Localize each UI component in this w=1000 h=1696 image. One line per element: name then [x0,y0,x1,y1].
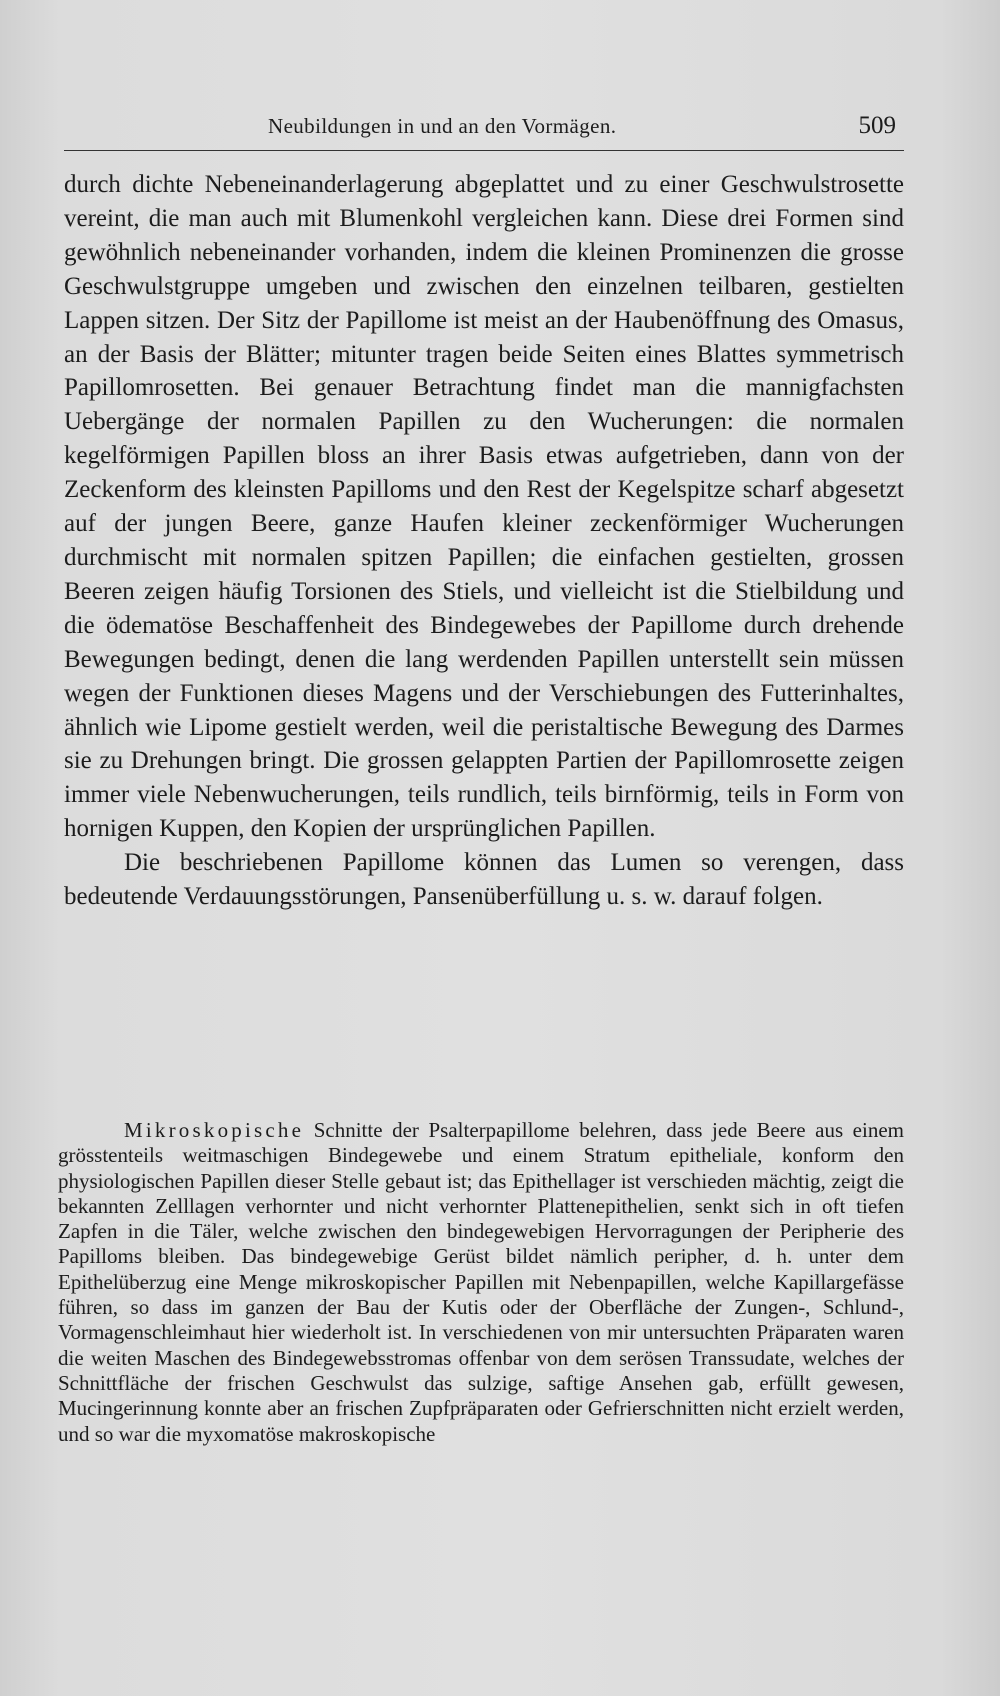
page-header [64,110,904,151]
small-print-paragraph [58,1118,904,1447]
running-title: Neubildungen in und an den Vormägen. [268,114,617,138]
main-text-block [64,168,904,914]
page-number: 509 [858,112,896,139]
body-paragraph: Die beschriebenen Papillome können das Lumen so verengen, dass bedeutende Verdauungsstörungen, Pansenüberfüllung u. s. w. darauf folgen. [64,849,904,911]
small-print-text: Schnitte der Psalterpapillome belehren, dass jede Beere aus einem grösstenteils weitmaschigen Bindegewebe und einem Stratum epitheliale, konform den physiologischen Papillen dieser Stelle gebaut ist; das Epithellager ist verschieden mächtig, zeigt die bekannten Zelllagen verhornter und nicht verhornter Plattenepithelien, senkt sich in oft tiefen Zapfen in die Täler, welche zwischen den bindegewebigen Hervorragungen der Peripherie des Papilloms bleiben. Das bindegewebige Gerüst bildet nämlich peripher, d. h. unter dem Epithelüberzug eine Menge mikroskopischer Papillen mit Nebenpapillen, welche Kapillargefässe führen, so dass im ganzen der Bau der Kutis oder der Oberfläche der Zungen-, Schlund-, Vormagenschleimhaut hier wiederholt ist. In verschiedenen von mir untersuchten Präparaten waren die weiten Maschen des Bindegewebsstromas offenbar von dem serösen Transsudate, welches der Schnittfläche der frischen Geschwulst das sulzige, saftige Ansehen gab, erfüllt gewesen, Mucingerinnung konnte aber an frischen Zupfpräparaten oder Gefrierschnitten nicht erzielt werden, und so war die myxomatöse makroskopische [58,1118,904,1446]
small-print-block [58,1118,904,1447]
spaced-emphasis-word: Mikroskopische [124,1118,305,1142]
body-paragraph: durch dichte Nebeneinanderlagerung abgeplattet und zu einer Geschwulstrosette vereint, die man auch mit Blumenkohl vergleichen kann. Diese drei Formen sind gewöhnlich nebeneinander vorhanden, indem die kleinen Prominenzen die grosse Geschwulstgruppe umgeben und zwischen den einzelnen teilbaren, gestielten Lappen sitzen. Der Sitz der Papillome ist meist an der Haubenöffnung des Omasus, an der Basis der Blätter; mitunter tragen beide Seiten eines Blattes symmetrisch Papillomrosetten. Bei genauer Betrachtung findet man die mannigfachsten Uebergänge der normalen Papillen zu den Wucherungen: die normalen kegelförmigen Papillen bloss an ihrer Basis etwas aufgetrieben, dann von der Zeckenform des kleinsten Papilloms und den Rest der Kegelspitze scharf abgesetzt auf der jungen Beere, ganze Haufen kleiner zeckenförmiger Wucherungen durchmischt mit normalen spitzen Papillen; die einfachen gestielten, grossen Beeren zeigen häufig Torsionen des Stiels, und vielleicht ist die Stielbildung und die ödematöse Beschaffenheit des Bindegewebes der Papillome durch drehende Bewegungen bedingt, denen die lang werdenden Papillen unterstellt sein müssen wegen der Funktionen dieses Magens und der Verschiebungen des Futterinhaltes, ähnlich wie Lipome gestielt werden, weil die peristaltische Bewegung des Darmes sie zu Drehungen bringt. Die grossen gelappten Partien der Papillomrosette zeigen immer viele Nebenwucherungen, teils rundlich, teils birnförmig, teils in Form von hornigen Kuppen, den Kopien der ursprünglichen Papillen. [64,171,904,843]
